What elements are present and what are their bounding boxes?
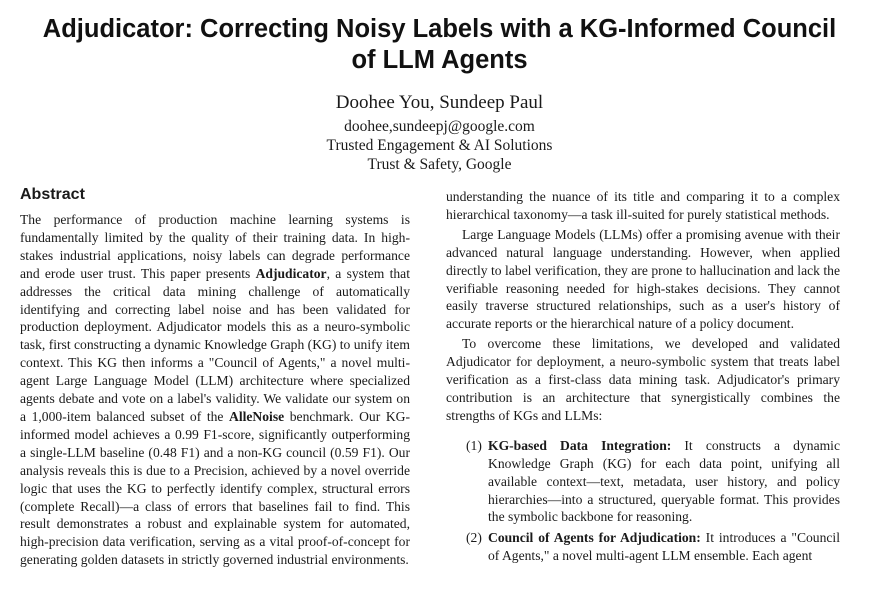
contribution-title: Council of Agents for Adjudication: [488, 530, 701, 546]
system-name: Adjudicator [255, 265, 327, 281]
left-column [20, 184, 410, 569]
affiliation-org: Trust & Safety, Google [367, 156, 512, 173]
intro-paragraph-continued: understanding the nuance of its title and comparing it to a complex hierarchical taxonomy—a task ill-suited for purely statistical methods. [446, 189, 840, 222]
affiliation-team: Trusted Engagement & AI Solutions [326, 137, 553, 154]
list-item [466, 529, 840, 565]
right-column [446, 188, 840, 568]
list-item [466, 437, 840, 527]
paper-authors: Doohee You, Sundeep Paul [335, 92, 544, 113]
abstract-paragraph [20, 211, 410, 569]
intro-paragraph-overcome: To overcome these limitations, we developed and validated Adjudicator for deployment, a neuro-symbolic system that treats label verification as a first-class data mining task. Adjudicator's primary contribution is an architecture that synergistically combines the strengths of KGs and LLMs: [446, 336, 840, 423]
contribution-text: It introduces a "Council of Agents," a novel multi-agent LLM ensemble. Each agent [488, 530, 840, 564]
list-number: (1) [466, 437, 482, 453]
benchmark-name: AlleNoise [229, 408, 285, 424]
intro-paragraph-llm: Large Language Models (LLMs) offer a promising avenue with their advanced natural language understanding. However, when applied directly to label verification, they are prone to hallucination and lack the verifiable reasoning needed for high-stakes decisions. They cannot easily traverse structured relationships, such as a user's history of accurate reports or the hierarchical nature of a policy document. [446, 226, 840, 332]
abstract-text-3: benchmark. Our KG-informed model achieves a 0.99 F1-score, significantly outperforming a single-LLM baseline (0.48 F1) and a non-KG council (0.59 F1). Our analysis reveals this is due to a Precision, achieved by a novel override logic that uses the KG to perfectly identify complex, structural errors (complete Recall)—a class of errors that baselines fail to find. This result demonstrates a robust and explainable system for automated, high-precision data verification, serving as a vital proof-of-concept for generating golden datasets in strictly governed industrial environments. [20, 408, 410, 568]
list-number: (2) [466, 530, 482, 546]
paper-title: Adjudicator: Correcting Noisy Labels with a KG-Informed Council of LLM Agents [42, 15, 837, 74]
abstract-heading: Abstract [20, 186, 85, 203]
author-email: doohee,sundeepj@google.com [344, 118, 535, 135]
contribution-title: KG-based Data Integration: [488, 437, 672, 453]
contributions-list [466, 437, 840, 565]
abstract-text-2: , a system that addresses the critical data mining challenge of automatically identifying and correcting label noise and has been validated for production deployment. Adjudicator models this as a neuro-symbolic task, first constructing a dynamic Knowledge Graph (KG) to unify item context. This KG then informs a "Council of Agents," a novel multi-agent Large Language Model (LLM) architecture where specialized agents debate and vote on a label's validity. We validate our system on a 1,000-item balanced subset of the [20, 265, 410, 424]
contribution-text: It constructs a dynamic Knowledge Graph (KG) for each data point, unifying all available context—text, metadata, user history, and policy hierarchies—into a structured, queryable format. This provides the symbolic backbone for reasoning. [488, 437, 840, 525]
abstract-text-1: The performance of production machine learning systems is fundamentally limited by the quality of their training data. In high-stakes industrial applications, noisy labels can degrade performance and erode user trust. This paper presents [20, 212, 410, 281]
